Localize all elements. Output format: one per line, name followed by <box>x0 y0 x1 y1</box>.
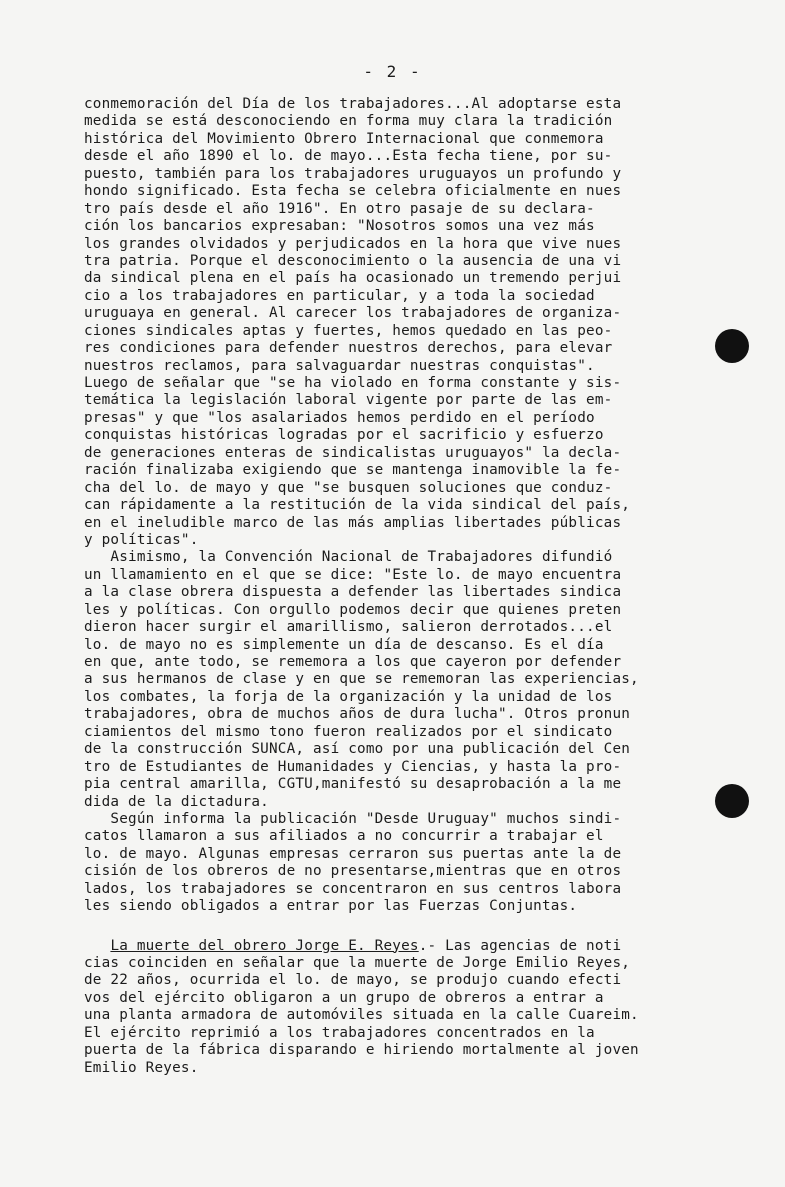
text-line: desde el año 1890 el lo. de mayo...Esta fecha tiene, por su- <box>84 148 613 165</box>
text-line: de la construcción SUNCA, así como por una publicación del Cen <box>84 741 631 758</box>
text-line: puesto, también para los trabajadores uruguayos un profundo y <box>84 165 622 182</box>
document-body <box>84 96 744 1077</box>
page-number: - 2 - <box>363 62 422 81</box>
text-line: les siendo obligados a entrar por las Fuerzas Conjuntas. <box>84 898 578 915</box>
text-line: hondo significado. Esta fecha se celebra oficialmente en nues <box>84 183 622 200</box>
text-line: uruguaya en general. Al carecer los trabajadores de organiza- <box>84 305 622 322</box>
text-line: puerta de la fábrica disparando e hiriendo mortalmente al joven <box>84 1042 639 1059</box>
paragraph-1 <box>84 96 744 549</box>
text-line: tro país desde el año 1916". En otro pasaje de su declara- <box>84 200 595 217</box>
heading-continuation: .- Las agencias de noti <box>418 937 622 954</box>
text-line: una planta armadora de automóviles situada en la calle Cuareim. <box>84 1007 639 1024</box>
text-line: conmemoración del Día de los trabajadores...Al adoptarse esta <box>84 96 622 112</box>
text-line: de generaciones enteras de sindicalistas uruguayos" la decla- <box>84 444 622 461</box>
text-line: cisión de los obreros de no presentarse,mientras que en otros <box>84 863 622 880</box>
text-line: medida se está desconociendo en forma muy clara la tradición <box>84 113 613 130</box>
text-line: cias coinciden en señalar que la muerte de Jorge Emilio Reyes, <box>84 955 631 971</box>
text-line: ración finalizaba exigiendo que se mantenga inamovible la fe- <box>84 462 622 479</box>
text-line: vos del ejército obligaron a un grupo de obreros a entrar a <box>84 989 604 1006</box>
text-line: les y políticas. Con orgullo podemos decir que quienes preten <box>84 601 622 618</box>
text-line: temática la legislación laboral vigente por parte de las em- <box>84 392 613 409</box>
text-line: Asimismo, la Convención Nacional de Trabajadores difundió <box>84 549 613 566</box>
text-line: Emilio Reyes. <box>84 1059 199 1076</box>
text-line: res condiciones para defender nuestros derechos, para elevar <box>84 340 613 357</box>
text-line: da sindical plena en el país ha ocasionado un tremendo perjui <box>84 270 622 287</box>
text-line: can rápidamente a la restitución de la vida sindical del país, <box>84 497 631 514</box>
punch-hole-upper <box>715 329 749 363</box>
section-heading-line <box>84 938 744 955</box>
text-line: conquistas históricas logradas por el sacrificio y esfuerzo <box>84 427 604 444</box>
text-line: trabajadores, obra de muchos años de dura lucha". Otros pronun <box>84 706 631 723</box>
text-line: tro de Estudiantes de Humanidades y Ciencias, y hasta la pro- <box>84 758 622 775</box>
paragraph-gap <box>84 916 744 938</box>
text-line: de 22 años, ocurrida el lo. de mayo, se produjo cuando efecti <box>84 972 622 989</box>
text-line: en el ineludible marco de las más amplias libertades públicas <box>84 514 622 531</box>
paragraph-2 <box>84 549 744 811</box>
text-line: presas" y que "los asalariados hemos perdido en el período <box>84 409 595 426</box>
text-line: histórica del Movimiento Obrero Internacional que conmemora <box>84 130 604 147</box>
paragraph-4 <box>84 938 744 1078</box>
text-line: nuestros reclamos, para salvaguardar nuestras conquistas". <box>84 357 595 374</box>
text-line: lo. de mayo. Algunas empresas cerraron sus puertas ante la de <box>84 845 622 862</box>
text-line: cio a los trabajadores en particular, y a toda la sociedad <box>84 287 595 304</box>
text-line: ción los bancarios expresaban: "Nosotros somos una vez más <box>84 218 595 235</box>
text-line: ciamientos del mismo tono fueron realizados por el sindicato <box>84 723 613 740</box>
text-line: en que, ante todo, se rememora a los que cayeron por defender <box>84 654 622 670</box>
text-line: un llamamiento en el que se dice: "Este lo. de mayo encuentra <box>84 566 622 583</box>
text-line: dida de la dictadura. <box>84 793 269 810</box>
text-line: ciones sindicales aptas y fuertes, hemos quedado en las peo- <box>84 322 613 339</box>
text-line: los grandes olvidados y perjudicados en la hora que vive nues <box>84 235 622 252</box>
text-line: Luego de señalar que "se ha violado en forma constante y sis- <box>84 375 622 391</box>
text-line: Según informa la publicación "Desde Uruguay" muchos sindi- <box>84 810 622 827</box>
text-line: tra patria. Porque el desconocimiento o la ausencia de una vi <box>84 252 622 269</box>
text-line: pia central amarilla, CGTU,manifestó su desaprobación a la me <box>84 776 622 793</box>
text-line: lados, los trabajadores se concentraron en sus centros labora <box>84 880 622 897</box>
paragraph-3 <box>84 811 744 916</box>
text-line: a la clase obrera dispuesta a defender las libertades sindica <box>84 584 622 601</box>
text-line: dieron hacer surgir el amarillismo, salieron derrotados...el <box>84 619 613 636</box>
text-line: El ejército reprimió a los trabajadores concentrados en la <box>84 1024 595 1041</box>
text-line: lo. de mayo no es simplemente un día de descanso. Es el día <box>84 636 604 653</box>
text-line: catos llamaron a sus afiliados a no concurrir a trabajar el <box>84 828 604 845</box>
text-line: a sus hermanos de clase y en que se rememoran las experiencias, <box>84 671 639 688</box>
section-heading: La muerte del obrero Jorge E. Reyes <box>110 937 419 954</box>
text-line: y políticas". <box>84 531 199 548</box>
text-line: cha del lo. de mayo y que "se busquen soluciones que conduz- <box>84 479 613 496</box>
text-line: los combates, la forja de la organización y la unidad de los <box>84 688 613 705</box>
punch-hole-lower <box>715 784 749 818</box>
